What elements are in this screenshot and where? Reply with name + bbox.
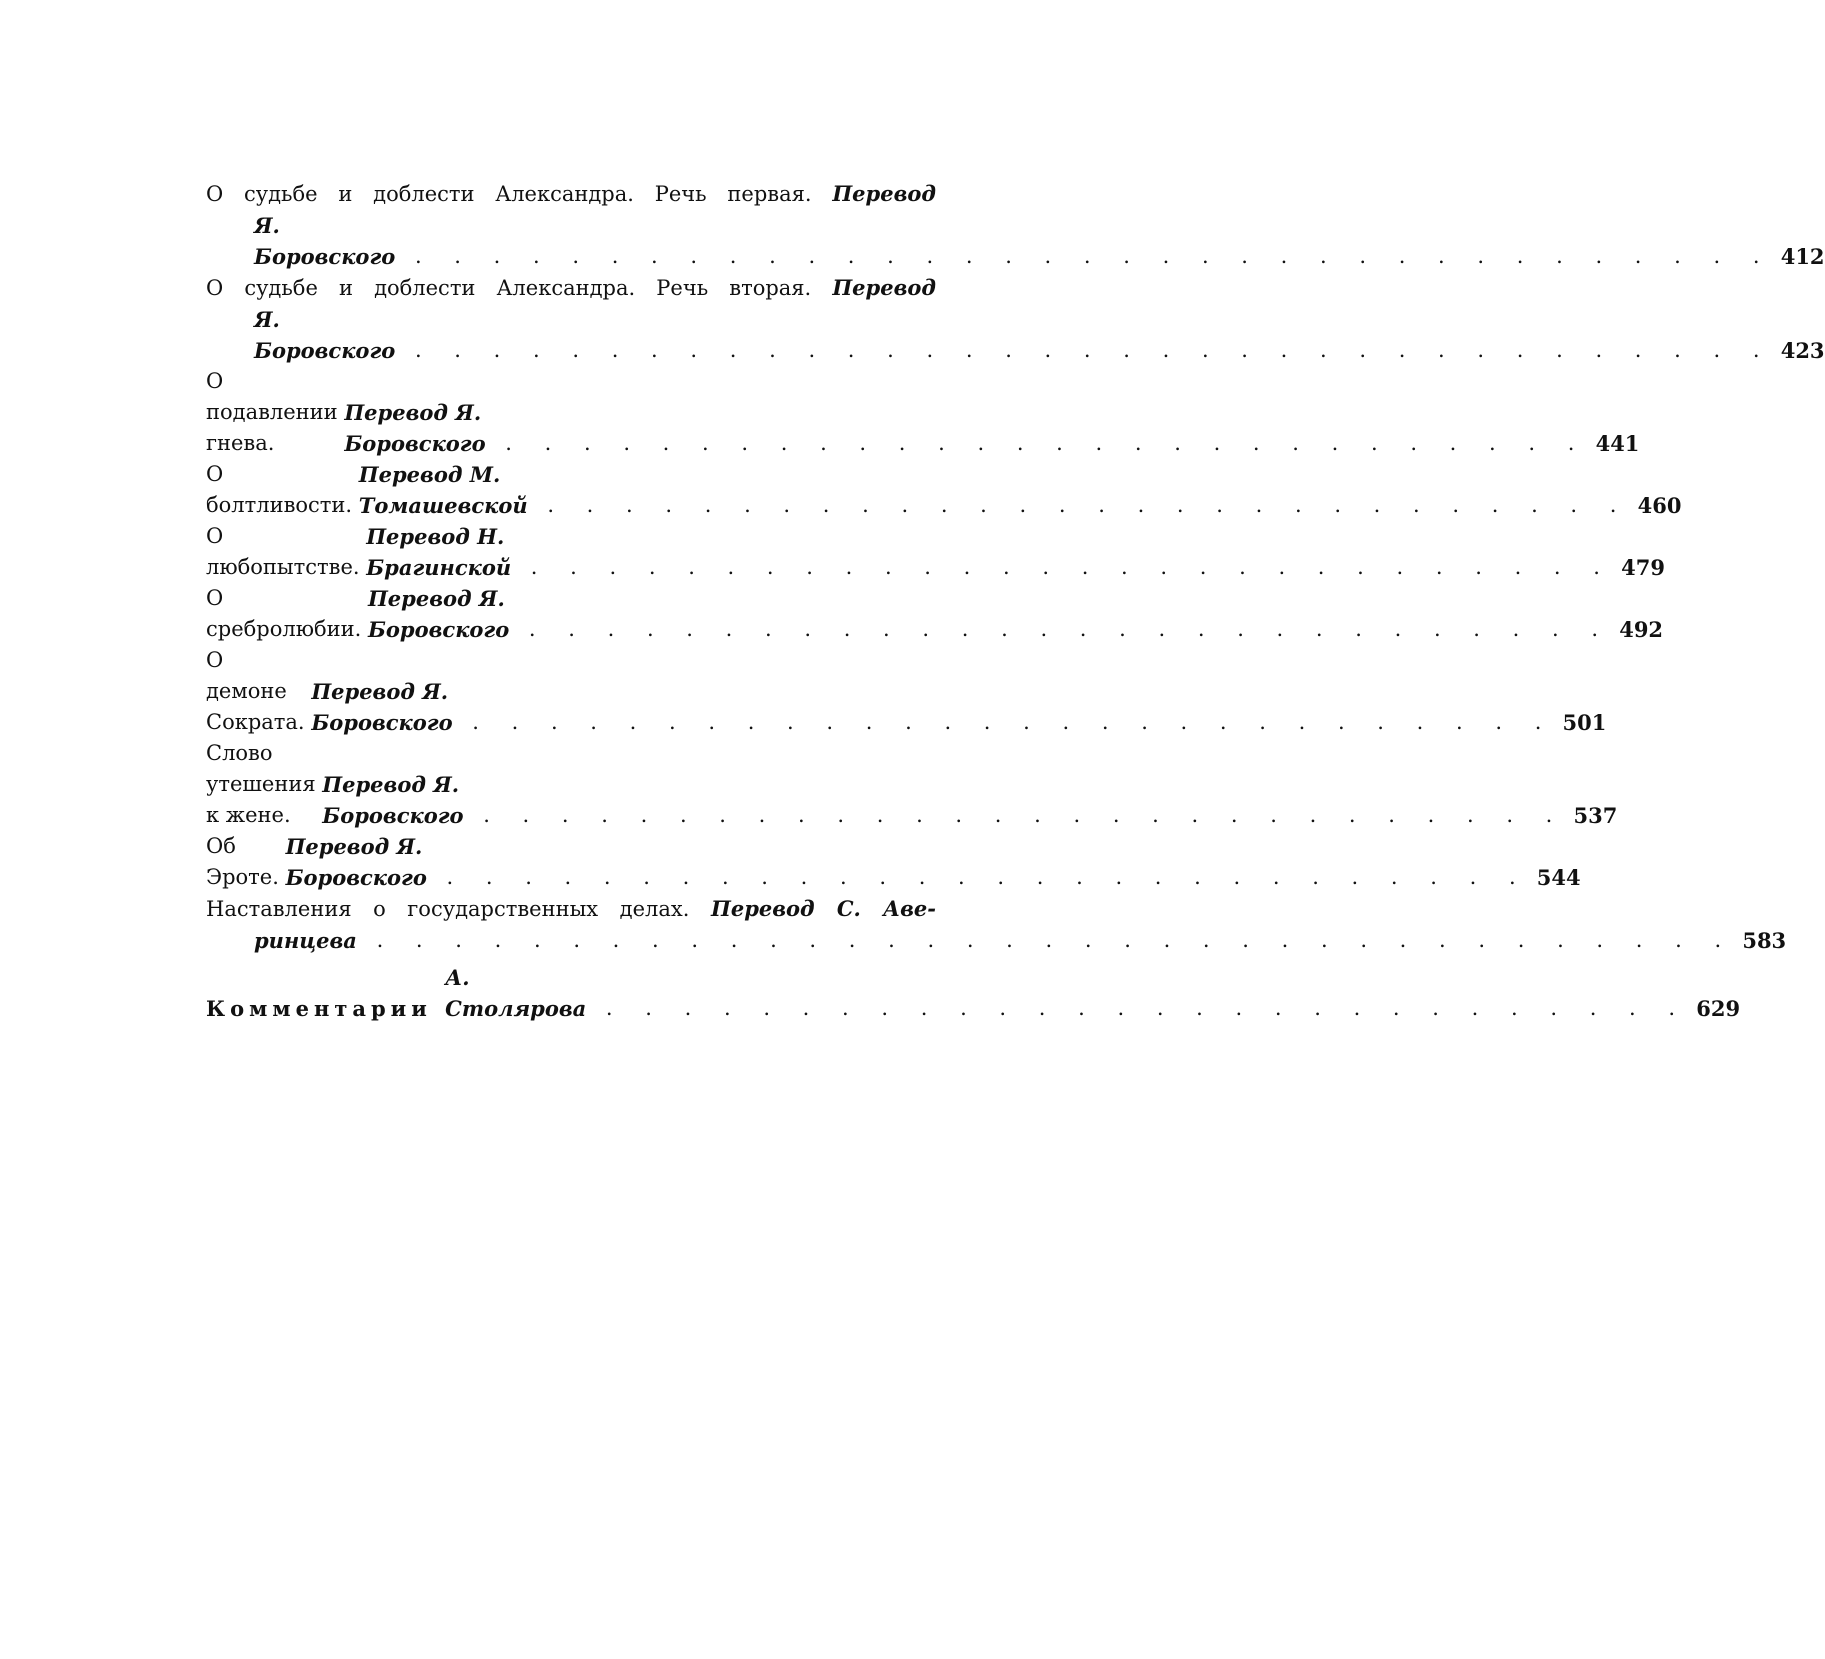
entry-translator: Перевод Я. Боровского	[311, 679, 453, 735]
entry-title: О демоне Сократа.	[206, 648, 305, 734]
dot-leader: . . . . . . . . . . . . . . . . . . . . . . . . . . . .	[509, 617, 1612, 641]
entry-translator: Перевод Я. Боровского	[367, 586, 510, 642]
toc-entry	[206, 459, 1682, 521]
entry-title: О подавлении гнева.	[206, 369, 338, 455]
page-number: 460	[1637, 493, 1682, 518]
entry-translator: Перевод	[832, 181, 936, 206]
dot-leader: . . . . . . . . . . . . . . . . . . . . . . . . . . . . . . . . . . .	[356, 928, 1735, 952]
toc-entry	[206, 893, 1787, 956]
entry-title: О судьбе и доблести Александра. Речь вторая.	[206, 276, 812, 300]
toc-entry	[206, 738, 1618, 831]
page-number: 629	[1696, 996, 1741, 1021]
toc-entry	[206, 521, 1665, 583]
toc-entry	[206, 272, 1825, 366]
page-number: 441	[1595, 431, 1640, 456]
entry-translator: Я. Боровского	[254, 307, 396, 363]
entry-title: О любопытстве.	[206, 524, 360, 579]
page-number: 501	[1562, 710, 1607, 735]
page-number: 412	[1780, 244, 1825, 269]
page-number: 479	[1621, 555, 1665, 580]
dot-leader: . . . . . . . . . . . . . . . . . . . . . . . . . . . .	[452, 710, 1555, 734]
entry-translator: Перевод С. Аве-	[711, 896, 937, 921]
dot-leader: . . . . . . . . . . . . . . . . . . . . . . . . . . . .	[527, 493, 1630, 517]
toc-entry	[206, 831, 1581, 893]
entry-translator: Перевод М. Томашевской	[358, 462, 528, 518]
entry-title: Слово утешения к жене.	[206, 741, 316, 827]
toc-entry-commentary	[206, 962, 1741, 1024]
dot-leader: . . . . . . . . . . . . . . . . . . . . . . . . . . . . . . . . . . .	[395, 338, 1773, 362]
page-number: 583	[1742, 928, 1787, 953]
entry-title: О сребролюбии.	[206, 586, 362, 641]
dot-leader: . . . . . . . . . . . . . . . . . . . . . . . . . . . . . . . . . . .	[395, 244, 1773, 268]
entry-title: О болтливости.	[206, 462, 353, 517]
toc-entry	[206, 366, 1640, 459]
commentary-title: Комментарии	[206, 996, 432, 1021]
dot-leader: . . . . . . . . . . . . . . . . . . . . . . . . . . . .	[511, 555, 1613, 579]
toc-entry	[206, 178, 1825, 272]
table-of-contents	[206, 178, 1825, 1024]
commentary-author: А. Столярова	[445, 965, 587, 1021]
entry-translator: Перевод Я. Боровского	[285, 834, 427, 890]
entry-translator: Перевод Н. Брагинской	[366, 524, 512, 580]
entry-translator: Перевод	[832, 275, 936, 300]
entry-translator: Перевод Я. Боровского	[322, 772, 464, 828]
entry-translator: Перевод Я. Боровского	[344, 400, 486, 456]
page-number: 537	[1573, 803, 1618, 828]
page-number: 423	[1780, 338, 1825, 363]
dot-leader: . . . . . . . . . . . . . . . . . . . . . . . . . . . .	[426, 865, 1529, 889]
page-number: 544	[1536, 865, 1581, 890]
dot-leader: . . . . . . . . . . . . . . . . . . . . . . . . . . . .	[586, 996, 1689, 1020]
entry-title: О судьбе и доблести Александра. Речь первая.	[206, 182, 812, 206]
entry-title: Об Эроте.	[206, 834, 279, 889]
toc-entry	[206, 583, 1664, 645]
entry-title: Наставления о государственных делах.	[206, 897, 690, 921]
entry-translator: Я. Боровского	[254, 213, 396, 269]
entry-translator: ринцева	[254, 928, 357, 953]
toc-entry	[206, 645, 1607, 738]
dot-leader: . . . . . . . . . . . . . . . . . . . . . . . . . . . .	[485, 431, 1588, 455]
page-number: 492	[1619, 617, 1664, 642]
dot-leader: . . . . . . . . . . . . . . . . . . . . . . . . . . . .	[463, 803, 1566, 827]
